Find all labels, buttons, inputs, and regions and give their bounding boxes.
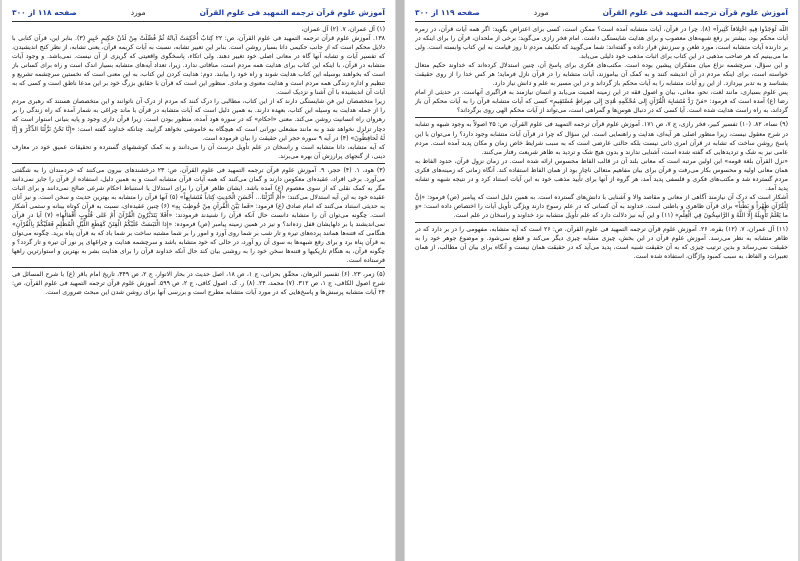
left-paragraph: (۱) آل عمران، ۷. (۲) آل عمران، [301,26,385,33]
left-page-body [12,25,385,555]
footnote-separator [415,117,788,118]
left-paragraph: (۳) هود، ۱. (۴) حجر، ۹. آموزش علوم قرآن ترجمه التمهید فی علوم القرآن، ص: ۲۳ درخشندهای بیرون می‌کنند که خردمندان را به شگفتی می‌آورد. برخی افراد، عقیده‌ای معکوس دارند و گمان می‌کنند که همه آیات قرآن متشابه است و به همین دلیل، استفاده از قرآن را جایز نمی‌دانند مگر به کمک نقلی که از سوی معصوم (ع) آمده باشد. ایشان ظاهر قرآن را برای استدلال یا استنباط احکام شرعی صالح نمی‌دانند و برای اثبات عقیده خود به این آیه استدلال می‌کنند: «أَمْ أَنْزَلْنَا... أَحْسَنَ الْحَدِيثِ كِتاباً مُتَشابِهاً» (۵) آنها قرآن را متشابه به بهترین حدیث و سخن است. و نیز آنان به حدیثی استناد می‌کنند که امام صادق (ع) فرمود: «فَما بَيَّنَ الْقُرآنِ مِنْ خُوطِبَ بِهِ» (۶) چنین عقیده‌ای، نسبت به قرآن کوتاه بینانه و ستمی آشکار است. چگونه می‌توان آن را متشابه دانست حال آنکه قرآن را شنیدند فرمودند: «أَفَلا يَتَدَبَّرُونَ الْقُرْآنَ أَمْ عَلى قُلُوبٍ أَقْفالُها» (۷) آیا در قرآن نمی‌اندیشند یا بر دلهایشان قفل زده‌اند؟ و نیز در همین زمینه پیامبر (ص) فرموده: «إِذا الْتَبَسَتْ عَلَیْكُمُ الْفِتَنُ كَقِطَعِ اللَّیْلِ الْمُظْلِمِ فَعَلَیْكُمْ بِالْقُرْآنِ» هنگامی که فتنه‌ها همانند پرده‌های تیره و تار شب بر شما روی آورد و امور را بر شما مشتبه ساخت بر شما باد که به قرآن پناه برید. چگونه می‌توان به قرآن پناه برد و برای رفع شبهه‌ها به سوی آن رو آورد، در حالی که خود متشابه باشد و سرچشمه هدایت و چراغهای پر نور آن تیره و تار گردد؟ و چگونه قرآن، به هنگام تاریکیها و فتنه‌ها سخن خود را به روشنی بیان کند حال آنکه خداوند قرآن را برای هدایت بشر به بهترین و استوارترین راهها فرستاده است. [12,166,385,265]
book-spine [396,0,404,561]
right-page-body [415,25,788,555]
right-page-header [415,5,788,19]
right-paragraph: اللّه لَوَجَدُوا فِیهِ اخْتِلافاً كَثِیراً» (۸). چرا در قرآن، آیات متشابه آمده است؟ ممکن است، کسی برای اعتراض بگوید: اگر همه آیات قرآن، در زمره آیات محکم بود، بیشتر بر رفع شبهه‌های معصوب و برای هدایت شایستگی داشت. امام فخر رازی می‌گوید: برخی از ملحدان، قرآن را برای اینکه در بر دارنده آیات متشابه است، مورد طعن و سرزنش قرار داده و گفته‌اند: شما می‌گویید که تکلیف مردم تا روز قیامت به این کتاب وابسته است. ولی ما می‌بینیم که هر صاحب مذهبی در این کتاب برای اثبات مذهب خود دلیلی می‌یابد. [415,26,788,61]
left-header-title: آموزش علوم قرآن ترجمه التمهید فی علوم القرآن [199,7,385,17]
right-header-rule [415,21,788,22]
footnote-separator [415,222,788,223]
right-paragraph: آشکار است که درک آن نیازمند آگاهی از معانی و مقاصد والا و آشنایی با دانش‌های گسترده است. به همین دلیل است که پیامبر (ص) فرمود: «إنَّ لِلْقُرْآنِ ظَهْراً وَ بَطْناً» برای قرآن ظاهری و باطنی است. خداوند به آن کسانی که در علم رسوخ دارند ویژگی تأویل آیات را اختصاص داده است: «وَ ما يَعْلَمُ تَأْوِيلَهُ إِلَّا اللَّهُ وَ الرَّاسِخُونَ فِي الْعِلْمِ» (۱۱) و این آیه نیز دلالت دارد که علم تأویل متشابه نزد خداوند و راسخان در علم است. [415,193,788,219]
right-header-center: مورد [533,7,549,17]
right-paragraph: پس علوم بسیاری، مانند لغت، نحو، معانی، بیان و اصول فقه در این زمینه اهمیت می‌یابد و انسان نیازمند به فراگیری آنهاست. در حدیثی از امام رضا (ع) آمده است که فرمود: «مَنْ رَدَّ مُتَشابِهَ الْقُرْآنِ إِلى مُحْكَمِهِ هُدِیَ إِلى صِراطٍ مُسْتَقِیمٍ» کسی که آیات متشابه قرآن را به آیات محکم آن باز گرداند، به راه راست هدایت شده است. آیا کسی که در دنبال هوس‌ها و گمراهی است، می‌تواند از آیات محکم الهی روی برگرداند؟ [415,89,788,115]
left-header-center: مورد [130,7,146,17]
right-header-title: آموزش علوم قرآن ترجمه التمهید فی علوم القرآن [602,7,788,17]
right-paragraph: (۹) نساء، ۸۲. (۱۰) تفسیر کبیر، فخر رازی، ج ۷، ص ۱۷۱. آموزش علوم قرآن ترجمه التمهید فی علوم القرآن، ص: ۲۵ اصولاً به وجود شبهه و تشابه در شرح معقول نیست، زیرا منظور اصلی هر آیه‌ای، هدایت و راهنمایی است. این سؤال که چرا در قرآن آیات متشابه وجود دارد؟ را می‌توان با این پاسخ روشن ساخت که تشابه در قرآن امری ذاتی نیست بلکه حالتی عارضی است که به سبب شرایط خاص زمان و مکان پدید آمده است. مردم عامی نیز به شک و تردیدهایی که گفته شده است، آشنایی ندارند و بدون هیچ شک و تردید به ظاهر شریعت رفتار می‌کنند. [415,121,788,156]
left-header-rule [12,21,385,22]
right-paragraph: و این سؤال، سرچشمه نزاع میان متفکران پیشین بوده است. مکتب‌های فکری برای پاسخ آن، چنین استدلال کرده‌اند که خداوند حکیم متعال خواسته است، برای اینکه مردم در آن اندیشه کنند و به کمک آن بیاموزند، آیات متشابه را در قرآن نازل فرماید؛ هر کس خدا را از روی حقیقت بشناسد و به تدبر بپردازد. از این رو آیات متشابه را به آیات محکم باز گرداند و در این مسیر به علم و دانش نیاز دارد. [415,62,788,88]
left-paragraph: ۱۳۸. آموزش علوم قرآن ترجمه التمهید فی علوم القرآن، ص: ۲۲ کِتابٌ أُحْكِمَتْ آیاتُهُ ثُمَّ فُصِّلَتْ مِنْ لَدُنْ حَكِیمٍ خَبِیرٍ (۳). بنابر این، قرآن کتابی با دلایل محکم است که از جانب حکیمی دانا بسیار روشن است. بنابر این تعبیر تشابه، نسبت به آیات کریمه قرآن، یعنی تشابه، از نظر کنج اندیشیدن، که تفسیر آیات و تشابه آنها گاه در معانی اصلی خود تغییر دهند. ولی اتکاء، پاسخگوی واقعیتی‌ که گریزی از آن نیست. نمی‌باشد. و وجود آیات متشابه در قرآن، با اینکه این کتاب برای هدایت همه مردم است، منافاتی ندارد. زیرا، تعداد آیه‌های متشابه بسیار اندک است و راه برای کسانی باز است که بخواهند بوسیله این کتاب هدایت شوند و راه خود را بیابند. دوم: هدایت کردن این کتاب، به این معنی است که نخستین سرچشمه تشریع و تنظیم و اداره زندگی همه مردم است و هدایت معنوی و مادی. منظور این است که قرآن با حقایق بزرگ خود بر این مدعا ناطق است و کسی که به آیات آن اندیشیده با آن آشنا و نزدیک است. [12,35,385,97]
right-page [405,0,798,561]
left-paragraph: (۵) زمر، ۲۳. (۶) تفسیر البرهان، محقّق بحرانی، ج ۱، ص ۱۸، اصل حدیث در بحار الانوار، ج ۲، ص ۳۴۹، تاریخ امام باقر (ع) با شرح المسائل فی شرح اصول الکافی، ج ۱، ص ۳۱۲. (۷) محمد، ۲۴. (۸) ر. ک. اصول کافی، ج ۲، ص ۵۹۹. آموزش علوم قرآن ترجمه التمهید فی علوم القرآن، ص: ۲۴ آیات متشابه پرسش‌ها و پاسخ‌هایی که در مورد آیات متشابه مطرح است و بررسی آنها برای روشن شدن این مبحث ضروری است. [12,271,385,297]
left-paragraph: زیرا متخصصان این فن شایستگی دارند که از این کتاب، مطالبی را درک کنند که مردم از درک آن ناتوانند و این متخصصان هستند که رهبری مردم را از جمله هدایت به وسیله این کتاب، بعهده دارند. به همین دلیل است که آیات متشابه در قرآن با ماند چراغی به شمار آمده که راه زندگی را بر رهروان راه انسانیت روشن می‌کند. معنی «احکام» که در سوره هود آمده، منظور بودن است. زیرا قرآن داری وجود و پایه بنیانی استوار است که دچار تزلزل نخواهد شد و به مانند مشعلی نورانی است که هیچگاه به خاموشی نخواهد گرایید. چنانکه خداوند گفته است: «إِنَّا نَحْنُ نَزَّلْنَا الذِّكْرَ وَ إِنَّا لَهُ لَحافِظُونَ» (۴) در آیه ۹ سوره حجر این حقیقت را بیان فرموده است. [12,98,385,142]
footnote-separator [12,163,385,164]
left-page [2,0,395,561]
left-page-header [12,5,385,19]
footnote-separator [12,267,385,268]
right-paragraph: «نزل القرآن بلغة قومه» این اولین مرتبه است که معانی بلند آن در قالب الفاظ محسوس ارائه شده است. در زمان نزول قرآن، حدود الفاظ به همان معانی اولیه و محسوس بکار می‌رفت و قرآن برای بیان مفاهیم متعالی ناچار بود از همان الفاظ استفاده کند. آنگاه زمانی که زمینه‌های فکری مردم گسترده شد و مکتب‌های فکری و فلسفی پدید آمد، هر گروه از آنها برای تأیید مذهب خود به این آیات استناد کرد و در نتیجه شبهه و تشابه پدید آمد. [415,157,788,192]
right-page-number: صفحه ۱۱۹ از ۳۰۰ [415,7,480,17]
left-page-number: صفحه ۱۱۸ از ۳۰۰ [12,7,77,17]
left-paragraph: که آیه متشابه، دانا متشابه است و راسخان در علم تأویل درست آن را می‌دانند و به کمک کوششهای گسترده و تحقیقات عمیق خود در معارف دینی، از گنجهای پرارزش آن بهره می‌برند. [12,143,385,160]
right-paragraph: (۱۱) آل عمران، ۷. (۱۲) بقره، ۲۶. آموزش علوم قرآن ترجمه التمهید فی علوم القرآن، ص: ۲۶ است که آیه متشابه، مفهومی را در بر دارد که در ظاهر متشابه به نظر می‌رسد. آموزش علوم قرآن در این بخش، چیزی مشابه چیزی دیگر می‌کند و قطع نمی‌شود. و موضوع جوهر خود را به حقیقت نمی‌رساند و بدین ترتیب چیزی که به آن حقیقت شبیه است، پدید می‌آید که در حقیقت همان نیست و آنگاه برای بیان آن مطالب، از همان تعبیرات و الفاظ، به سبب کمبود واژگان، استفاده شده است. [415,225,788,261]
